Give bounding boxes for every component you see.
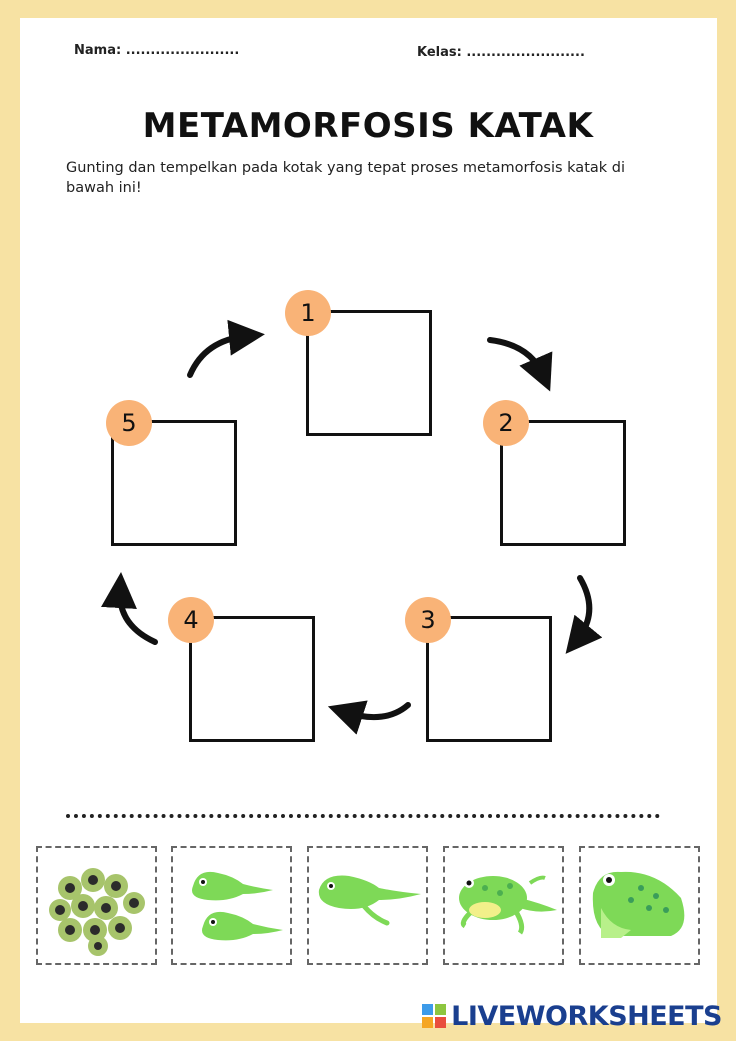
step-badge-1: 1 [285,290,331,336]
instruction-text: Gunting dan tempelkan pada kotak yang tepat proses metamorfosis katak di bawah ini! [66,160,626,196]
tadpoles-icon [173,848,290,963]
cutout-card-tadpole-legs[interactable] [307,846,428,965]
class-field[interactable]: Kelas: ........................ [417,45,585,60]
adult-frog-icon [581,848,698,963]
frog-eggs-icon [38,848,155,963]
tadpole-with-legs-icon [309,848,426,963]
cut-line [66,814,660,818]
arrow-5-to-1-icon [190,336,247,375]
page-title: METAMORFOSIS KATAK [142,106,594,146]
brand-name: LIVEWORKSHEETS [451,1000,722,1032]
step-badge-5: 5 [106,400,152,446]
name-field[interactable]: Nama: ....................... [74,43,240,58]
arrow-3-to-4-icon [345,705,408,717]
arrow-4-to-5-icon [120,590,155,642]
cutout-card-froglet[interactable] [443,846,564,965]
arrow-2-to-3-icon [577,578,589,640]
liveworksheets-icon [421,1003,447,1029]
arrow-1-to-2-icon [490,340,543,375]
cutout-card-eggs[interactable] [36,846,157,965]
cutout-card-adult-frog[interactable] [579,846,700,965]
step-badge-2: 2 [483,400,529,446]
liveworksheets-logo[interactable] [421,1001,722,1031]
step-badge-3: 3 [405,597,451,643]
step-badge-4: 4 [168,597,214,643]
froglet-icon [445,848,562,963]
cutout-card-tadpoles[interactable] [171,846,292,965]
